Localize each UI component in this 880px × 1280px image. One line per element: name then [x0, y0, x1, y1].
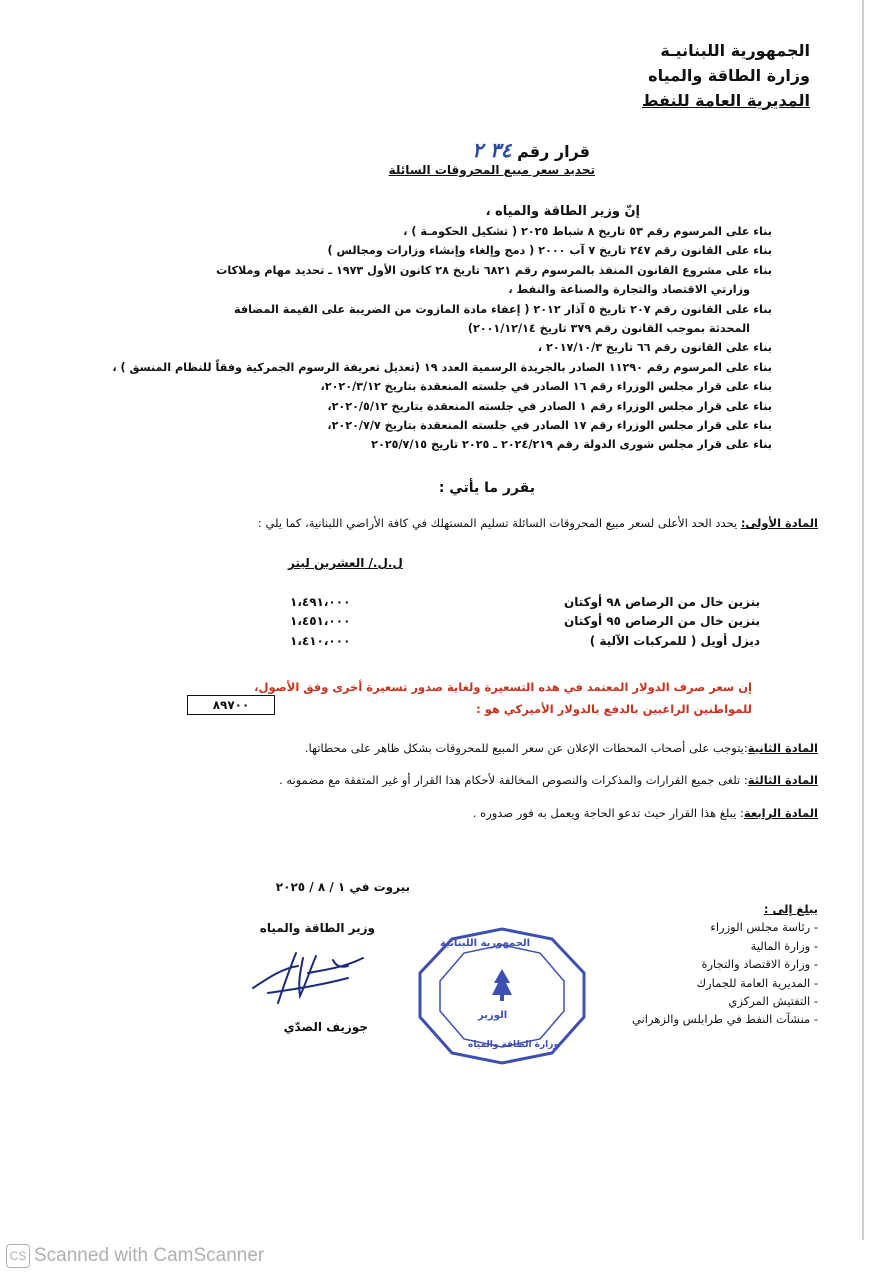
decides-heading: يقرر ما يأتي : — [438, 480, 535, 496]
distribution-item: - وزارة المالية — [750, 938, 818, 953]
scan-edge — [862, 0, 864, 1240]
fuel-price: ١،٤٩١،٠٠٠ — [290, 595, 351, 609]
article-2-label: المادة الثانية — [747, 741, 818, 755]
fuel-name: بنزين خال من الرصاص ٩٨ أوكتان — [563, 595, 760, 609]
distribution-list — [578, 900, 818, 1029]
fuel-row — [290, 595, 760, 615]
decision-label: قرار رقم — [517, 142, 590, 161]
stamp-text-bottom: وزارة الطاقة والمياه — [468, 1040, 560, 1050]
recital-line: بناء على المرسوم رقم ٥٣ تاريخ ٨ شباط ٢٠٢٥ ( تشكيل الحكومـة ) ، — [403, 225, 772, 238]
fuel-name: ديزل أويل ( للمركبات الآلية ) — [589, 634, 760, 648]
decision-number-handwritten: ٣٤ ٢ — [472, 138, 512, 162]
letterhead-republic: الجمهورية اللبنانيـة — [660, 41, 810, 60]
fuel-row — [290, 614, 760, 634]
signatory-name: جوزيف الصدّي — [283, 1020, 368, 1034]
fuel-row — [290, 634, 760, 654]
usd-note-line2: للمواطنين الراغبين بالدفع بالدولار الأميركي هو : — [476, 702, 752, 716]
recital-line: بناء على قرار مجلس الوزراء رقم ١٧ الصادر في جلسته المنعقدة بتاريخ ٢٠٢٠/٧/٧، — [327, 419, 772, 433]
stamp-text-top: الجمهورية اللبنانية — [440, 938, 531, 949]
article-3 — [58, 773, 818, 787]
fuel-price: ١،٤٥١،٠٠٠ — [290, 614, 351, 628]
recital-line: بناء على القانون رقم ٢٠٧ تاريخ ٥ آذار ٢٠١٢ ( إعفاء مادة المازوت من الضريبة على القيمة المضافة — [234, 302, 772, 316]
recital-line: بناء على قرار مجلس شورى الدولة رقم ٢٠٢٤/٢١٩ ـ ٢٠٢٥ تاريخ ٢٠٢٥/٧/١٥ — [371, 438, 772, 452]
recital-line: بناء على قرار مجلس الوزراء رقم ١ الصادر في جلسته المنعقدة بتاريخ ٢٠٢٠/٥/١٢، — [327, 399, 772, 413]
recital-line: بناء على المرسوم رقم ١١٢٩٠ الصادر بالجريدة الرسمية العدد ١٩ (تعديل تعريفة الرسوم الجمركية وفقاً للنظام المنسق ) ، — [112, 360, 772, 374]
recital-line: المحدثة بموجب القانون رقم ٣٧٩ تاريخ ٢٠٠١/١٢/١٤) — [467, 322, 750, 336]
intro-line: إنّ وزير الطاقة والمياه ، — [485, 204, 640, 219]
article-1 — [58, 516, 818, 530]
distribution-item: - المديرية العامة للجمارك — [696, 975, 818, 990]
distribution-item: - وزارة الاقتصاد والتجارة — [701, 957, 818, 972]
signature-icon — [248, 948, 368, 1008]
recital-line: بناء على قرار مجلس الوزراء رقم ١٦ الصادر في جلسته المنعقدة بتاريخ ٢٠٢٠/٣/١٢، — [320, 380, 772, 394]
article-3-label: المادة الثالثة — [747, 773, 818, 787]
letterhead — [450, 38, 810, 113]
article-2 — [58, 741, 818, 755]
recital-line: بناء على مشروع القانون المنفذ بالمرسوم رقم ٦٨٢١ تاريخ ٢٨ كانون الأول ١٩٧٣ ـ تحديد مهام وملاكات — [216, 263, 772, 277]
article-1-text: يحدد الحد الأعلى لسعر مبيع المحروقات السائلة تسليم المستهلك في كافة الأراضي اللبنانية، كما يلي : — [257, 516, 738, 530]
recitals-list — [102, 222, 772, 455]
stamp-text-mid: الوزير — [478, 1010, 508, 1021]
article-4-text: : يبلغ هذا القرار حيث تدعو الحاجة ويعمل به فور صدوره . — [472, 806, 744, 820]
usd-note-line1: إن سعر صرف الدولار المعتمد في هذه التسعيرة ولغاية صدور تسعيرة أخرى وفق الأصول، — [254, 680, 752, 694]
letterhead-directorate: المديرية العامة للنفط — [641, 91, 810, 110]
article-4 — [58, 806, 818, 820]
signatory-title: وزير الطاقة والمياه — [259, 921, 375, 935]
camscanner-icon: CS — [6, 1244, 30, 1268]
fuel-name: بنزين خال من الرصاص ٩٥ أوكتان — [563, 614, 760, 628]
recital-line: بناء على القانون رقم ٦٦ تاريخ ٢٠١٧/١٠/٣ ، — [537, 341, 772, 355]
recital-line: بناء على القانون رقم ٢٤٧ تاريخ ٧ آب ٢٠٠٠ ( دمج وإلغاء وإنشاء وزارات ومجالس ) — [327, 244, 772, 258]
distribution-item: - منشآت النفط في طرابلس والزهراني — [632, 1012, 818, 1027]
distribution-label: يبلغ إلى : — [763, 902, 818, 916]
distribution-item: - رئاسة مجلس الوزراء — [710, 920, 818, 935]
article-2-text: :يتوجب على أصحاب المحطات الإعلان عن سعر المبيع للمحروقات بشكل ظاهر على محطاتها. — [304, 741, 748, 755]
article-3-text: : تلغى جميع القرارات والمذكرات والنصوص المخالفة لأحكام هذا القرار أو غير المتفقة مع مضمونه . — [279, 773, 748, 787]
decision-number — [472, 138, 590, 162]
scanner-watermark-text: Scanned with CamScanner — [34, 1245, 265, 1267]
fuel-price: ١،٤١٠،٠٠٠ — [290, 634, 351, 648]
place-date: بيروت في ١ / ٨ / ٢٠٢٥ — [275, 880, 410, 894]
recital-line: وزارتي الاقتصاد والتجارة والصناعة والنفط ، — [508, 283, 750, 297]
article-1-label: المادة الأولى: — [740, 516, 818, 530]
letterhead-ministry: وزارة الطاقة والمياه — [648, 66, 810, 85]
usd-rate-box: ٨٩٧٠٠ — [187, 695, 275, 715]
price-unit: ل.ل./ العشرين ليتر — [288, 556, 403, 570]
scanner-watermark — [6, 1244, 264, 1268]
article-4-label: المادة الرابعة — [743, 806, 818, 820]
distribution-item: - التفتيش المركزي — [728, 994, 818, 1009]
decision-subject: تحديد سعر مبيع المحروقات السائلة — [388, 163, 595, 177]
